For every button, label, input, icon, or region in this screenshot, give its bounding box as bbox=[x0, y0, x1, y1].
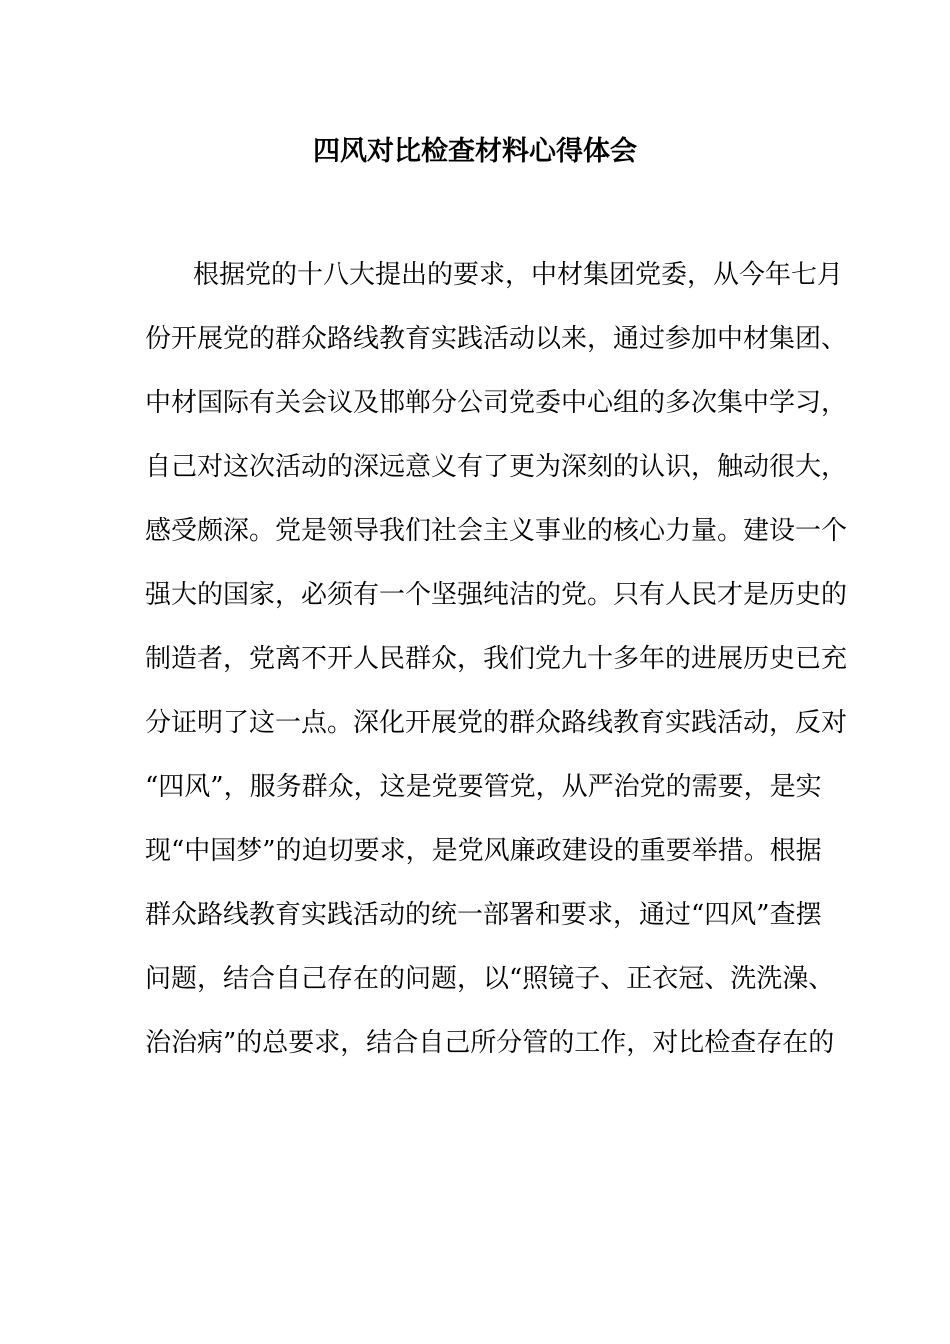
paragraph-line: 强大的国家，必须有一个坚强纯洁的党。只有人民才是历史的 bbox=[145, 580, 848, 610]
paragraph-line: 感受颇深。党是领导我们社会主义事业的核心力量。建设一个 bbox=[145, 516, 848, 546]
document-body bbox=[145, 257, 848, 1089]
paragraph-line: 治治病”的总要求，结合自己所分管的工作，对比检查存在的 bbox=[145, 1028, 835, 1058]
paragraph-line: 现“中国梦”的迫切要求，是党风廉政建设的重要举措。根据 bbox=[145, 836, 822, 866]
paragraph-line: 自己对这次活动的深远意义有了更为深刻的认识，触动很大， bbox=[145, 452, 848, 482]
paragraph-line: 问题，结合自己存在的问题，以“照镜子、正衣冠、洗洗澡、 bbox=[145, 964, 835, 994]
paragraph-line: 份开展党的群众路线教育实践活动以来，通过参加中材集团、 bbox=[145, 324, 848, 354]
paragraph-line: 根据党的十八大提出的要求，中材集团党委，从今年七月 bbox=[193, 260, 844, 290]
paragraph-line: 分证明了这一点。深化开展党的群众路线教育实践活动，反对 bbox=[145, 708, 848, 738]
document-title: 四风对比检查材料心得体会 bbox=[313, 136, 637, 167]
paragraph-line: 制造者，党离不开人民群众，我们党九十多年的进展历史已充 bbox=[145, 644, 848, 674]
paragraph-line: “四风”，服务群众，这是党要管党，从严治党的需要，是实 bbox=[145, 772, 822, 802]
paragraph-line: 群众路线教育实践活动的统一部署和要求，通过“四风”查摆 bbox=[145, 900, 822, 930]
paragraph-line: 中材国际有关会议及邯郸分公司党委中心组的多次集中学习， bbox=[145, 388, 848, 418]
